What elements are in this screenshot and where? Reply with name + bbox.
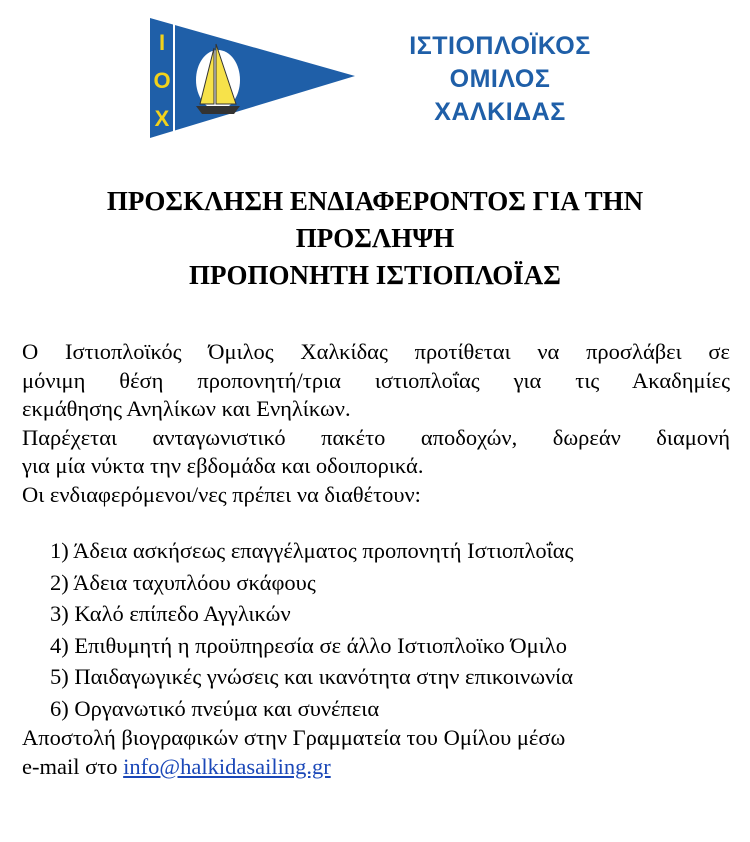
closing-email-line (22, 753, 730, 782)
requirements-list (22, 535, 730, 724)
club-burgee-icon (150, 18, 355, 138)
body-line: Ο Ιστιοπλοϊκός Όμιλος Χαλκίδας προτίθεται να προσλάβει σε (22, 339, 730, 364)
flag-letter-omicron: Ο (153, 68, 171, 93)
list-item: 1) Άδεια ασκήσεως επαγγέλματος προπονητή Ιστιοπλοΐας (50, 538, 574, 563)
announcement-body (22, 338, 730, 781)
email-link[interactable]: info@halkidasailing.gr (123, 753, 331, 779)
list-item: 3) Καλό επίπεδο Αγγλικών (50, 601, 291, 626)
body-line: εκμάθησης Ανηλίκων και Ενηλίκων. (22, 396, 351, 421)
title-line: ΠΡΟΠΟΝΗΤΗ ΙΣΤΙΟΠΛΟΪΑΣ (189, 260, 561, 290)
list-item: 4) Επιθυμητή η προϋπηρεσία σε άλλο Ιστιοπλοϊκο Όμιλο (50, 632, 567, 658)
list-item: 2) Άδεια ταχυπλόου σκάφους (50, 569, 316, 595)
list-item: 5) Παιδαγωγικές γνώσεις και ικανότητα στην επικοινωνία (50, 664, 574, 689)
flag-letter-chi: Χ (154, 106, 170, 131)
club-name (370, 30, 630, 129)
body-line: για μία νύκτα την εβδομάδα και οδοιπορικά. (22, 453, 424, 478)
title-line: ΠΡΟΣΛΗΨΗ (295, 223, 455, 253)
flag-letter-iota: Ι (158, 30, 166, 55)
email-prefix: e-mail στο (22, 753, 124, 779)
document-title (0, 183, 750, 294)
closing-line: Αποστολή βιογραφικών στην Γραμματεία του Ομίλου μέσω (22, 725, 566, 750)
club-name-line: ΟΜΙΛΟΣ (449, 65, 551, 93)
list-item: 6) Οργανωτικό πνεύμα και συνέπεια (50, 695, 380, 721)
body-line: μόνιμη θέση προπονητή/τρια ιστιοπλοΐας για τις Ακαδημίες (22, 367, 730, 393)
body-line: Παρέχεται ανταγωνιστικό πακέτο αποδοχών, δωρεάν διαμονή (22, 424, 730, 450)
club-name-line: ΙΣΤΙΟΠΛΟΪΚΟΣ (409, 32, 591, 60)
club-name-line: ΧΑΛΚΙΔΑΣ (434, 98, 566, 126)
requirements-intro: Οι ενδιαφερόμενοι/νες πρέπει να διαθέτουν: (22, 481, 421, 507)
club-logo (150, 18, 355, 138)
title-line: ΠΡΟΣΚΛΗΣΗ ΕΝΔΙΑΦΕΡΟΝΤΟΣ ΓΙΑ ΤΗΝ (106, 186, 644, 216)
